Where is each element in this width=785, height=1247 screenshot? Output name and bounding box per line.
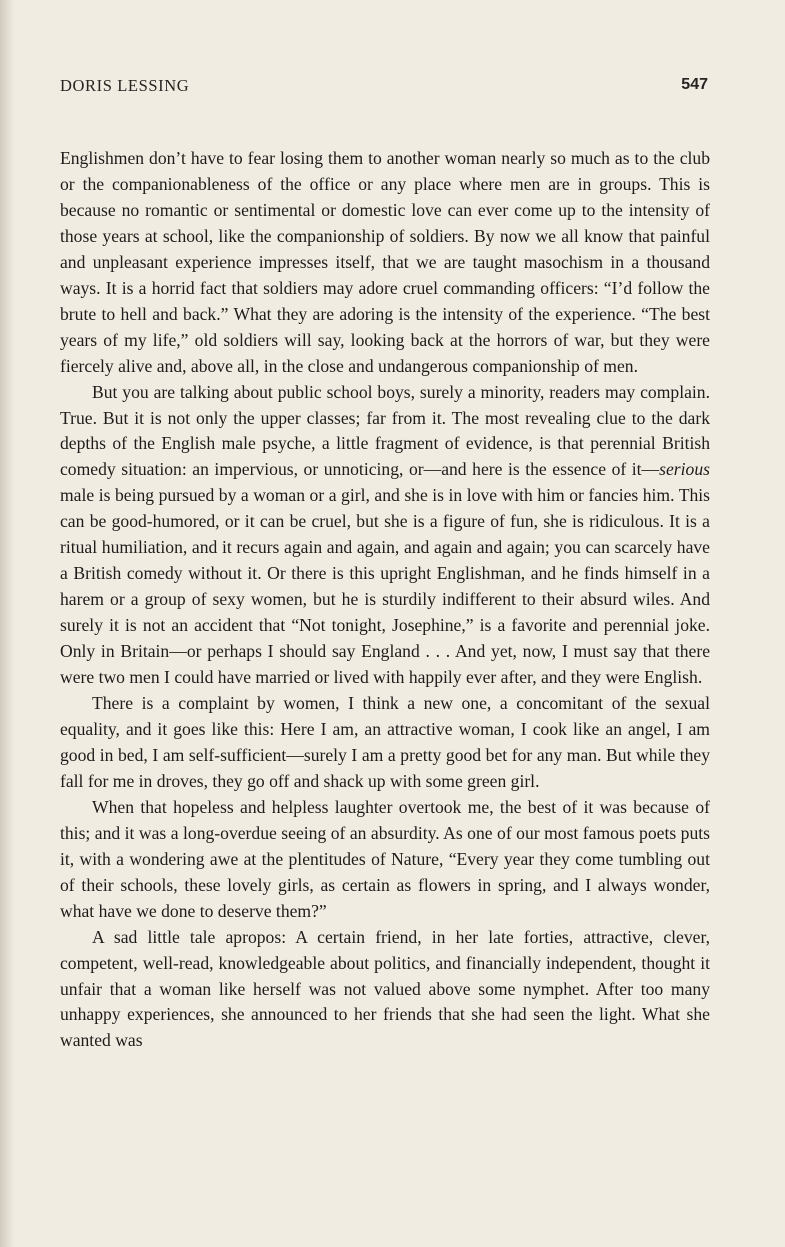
- page-number: 547: [681, 76, 708, 93]
- paragraph-text: When that hopeless and helpless laughter overtook me, the best of it was because of this; and it was a long-overdue seeing of an absurdity. As one of our most famous poets puts it, with a wondering awe at the plentitudes of Nature, “Every year they come tumbling out of their schools, these lovely girls, as certain as flowers in spring, and I always wonder, what have we done to deserve them?”: [60, 796, 710, 921]
- page-gutter-shadow: [0, 0, 14, 1247]
- paragraph-2: [60, 380, 710, 691]
- paragraph-text: Englishmen don’t have to fear losing them to another woman nearly so much as to the club or the companionableness of the office or any place where men are in groups. This is because no romantic or sentimental or domestic love can ever come up to the intensity of those years at school, like the companionship of soldiers. By now we all know that painful and unpleasant experience impresses itself, that we are taught masochism in a thousand ways. It is a horrid fact that soldiers may adore cruel commanding officers: “I’d follow the brute to hell and back.” What they are adoring is the intensity of the experience. “The best years of my life,” old soldiers will say, looking back at the horrors of war, but they were fiercely alive and, above all, in the close and undangerous companionship of men.: [60, 148, 710, 376]
- paragraph-text: A sad little tale apropos: A certain friend, in her late forties, attractive, clever, competent, well-read, knowledgeable about politics, and financially independent, thought it unfair that a woman like herself was not valued above some nymphet. After too many unhappy experiences, she announced to her friends that she had seen the light. What she wanted was: [60, 926, 710, 1051]
- paragraph-text: But you are talking about public school boys, surely a minority, readers may complain. True. But it is not only the upper classes; far from it. The most revealing clue to the dark depths of the English male psyche, a little fragment of evidence, is that perennial British comedy situation: an impervious, or unnoticing, or—and here is the essence of it—: [60, 381, 710, 480]
- italic-emphasis: serious: [659, 459, 710, 480]
- paragraph-text: male is being pursued by a woman or a girl, and she is in love with him or fancies him. This can be good-humored, or it can be cruel, but she is a figure of fun, she is ridiculous. It is a ritual humiliation, and it recurs again and again, and again and again; you can scarcely have a British comedy without it. Or there is this upright Englishman, and he finds himself in a harem or a group of sexy women, but he is sturdily indifferent to their absurd wiles. And surely it is not an accident that “Not tonight, Josephine,” is a favorite and perennial joke. Only in Britain—or perhaps I should say England . . . And yet, now, I must say that there were two men I could have married or lived with happily ever after, and they were English.: [60, 485, 710, 688]
- body-text: [60, 146, 710, 1054]
- running-head: [60, 76, 708, 98]
- paragraph-3: [60, 691, 710, 795]
- running-head-author: DORIS LESSING: [60, 76, 190, 95]
- paragraph-1: [60, 146, 710, 380]
- paragraph-text: There is a complaint by women, I think a new one, a concomitant of the sexual equality, and it goes like this: Here I am, an attractive woman, I cook like an angel, I am good in bed, I am self-sufficient—surely I am a pretty good bet for any man. But while they fall for me in droves, they go off and shack up with some green girl.: [60, 693, 710, 791]
- paragraph-5: [60, 925, 710, 1055]
- paragraph-4: [60, 795, 710, 925]
